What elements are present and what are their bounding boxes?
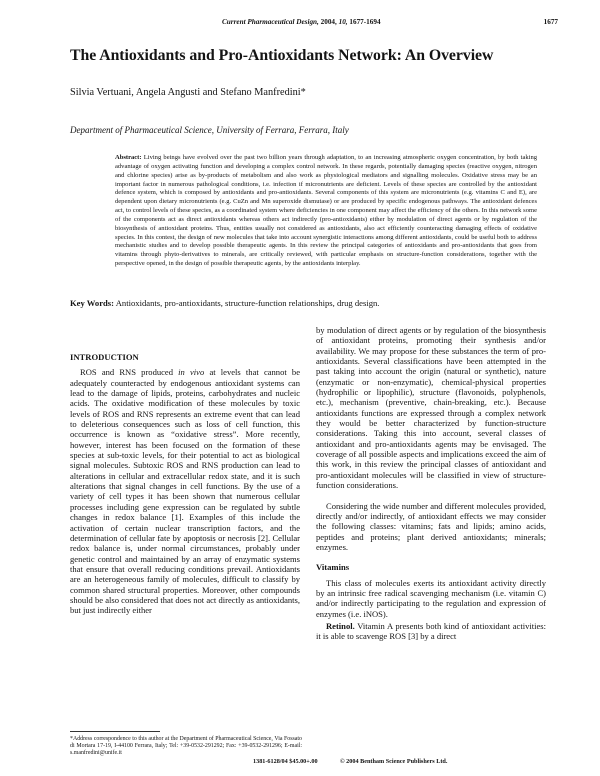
affiliation: Department of Pharmaceutical Science, University of Ferrara, Ferrara, Italy — [70, 125, 349, 135]
introduction-paragraph-continued: by modulation of direct agents or by regulation of the biosynthesis of antioxidant proteins, promoting their synthesis and/or availability. We may propose for these substances the term of pro-antioxidants. Several classifications have been attempted in the past taking into account the origin (natural or synthetic), nature (enzymatic or non-enzymatic), chemical-physical properties (hydrophilic or lipophilic), structure (flavonoids, polyphenols, etc.), mechanism (preventive, chain-breaking, etc.). Because antioxidants functions are expressed through a complex network they would be better characterized by function-structure considerations. Taking this into account, several classes of antioxidant and pro-antioxidants agents may be envisaged. The coverage of all possible aspects and implications exceed the aim of this work, in this review the principal classes of antioxidant and pro-antioxidant molecules will be classified in view of structure-function considerations. — [316, 325, 546, 491]
journal-volume: 10, — [338, 18, 348, 26]
issn-price: 1381-6128/04 $45.00+.00 — [253, 758, 318, 765]
retinol-label: Retinol. — [326, 620, 355, 631]
abstract-label: Abstract: — [115, 154, 142, 161]
article-title: The Antioxidants and Pro-Antioxidants Network: An Overview — [70, 47, 494, 64]
abstract — [115, 154, 537, 269]
retinol-paragraph: Retinol. Vitamin A presents both kind of antioxidant activities: it is able to scavenge ROS [3] by a direct — [316, 620, 546, 642]
keywords — [70, 298, 550, 308]
author-list: Silvia Vertuani, Angela Angusti and Stefano Manfredini* — [70, 87, 306, 98]
vitamins-paragraph: This class of molecules exerts its antioxidant activity directly by an intrinsic free radical scavenging mechanism (i.e. vitamin C) and/or indirectly participating to the regulation and expression of enzymes (i.e. iNOS). — [316, 577, 546, 619]
introduction-paragraph-2: Considering the wide number and different molecules provided, directly and/or indirectly, of antioxidant effects we may consider the following classes: vitamins; fats and lipids; amino acids, peptides and proteins; plant derived antioxidants; minerals; enzymes. — [316, 500, 546, 552]
introduction-paragraph: ROS and RNS produced in vivo at levels that cannot be adequately counteracted by endogenous antioxidant systems can lead to the damage of lipids, proteins, carbohydrates and nucleic acids. The oxidative modification of these molecules by toxic levels of ROS and RNS represents an extreme event that can lead to deleterious consequences such as loss of cell function, this occurrence is known as “oxidative stress”. More recently, however, interest has been focused on the formation of these species at sub-toxic levels, for their potential to act as biological signal molecules. Subtoxic ROS and RNS production can lead to alterations in cellular and extracellular redox state, and it is such alterations that signal changes in cell functions. By the use of a variety of cell types it has been shown that numerous cellular processes including gene expression can be regulated by subtle changes in redox balance [1]. Examples of this include the activation of certain nuclear transcription factors, and the determination of cellular fate by apoptosis or necrosis [2]. Cellular redox balance is, under normal circumstances, probably under genetic control and maintained by an array of enzymatic systems that ensure that overall reducing conditions prevail. Antioxidants are an heterogeneous family of molecules, difficult to classify by common shared structural properties. Moreover, other compounds should be also considered that does not act directly as antioxidants, but just indirectly either — [70, 367, 300, 616]
abstract-text: Living beings have evolved over the past two billion years through adaptation, to an increasing atmospheric oxygen concentration, by both taking advantage of oxygen activating function and developing a complex control network. In these regards, potentially damaging species (reactive oxygen, nitrogen and chlorine species) arise as by-products of metabolism and also work as physiological mediators and signalling molecules. Oxidative stress may be an important factor in numerous pathological conditions, i.e. infection if micronutrients are deficient. Levels of these species are controlled by the antioxidant defence system, which is composed by antioxidants and pro-antioxidants. Several components of this system are micronutrients (e.g. vitamins C and E), are dependent upon dietary micronutrients (e.g. CuZn and Mn superoxide dismutase) or are produced by specific endogenous pathways. The antioxidant defences act, to control levels of these species, as a coordinated system where deficiencies in one component may affect the efficiency of the others. In this network some of the components act as direct antioxidants whereas others act indirectly (pro-antioxidants) either by modulation of direct agents or by regulation of the biosynthesis of antioxidant proteins. Thus, entities usually not considered as antioxidants, also act efficiently counteracting damaging effects of oxidative species. In this contest, the design of new molecules that take into account synergistic interactions among different antioxidants, could be useful both to address mechanistic studies and to develop possible therapeutic agents. In this review the principal categories of antioxidants and pro-antioxidants that goes from vitamins through phyto-derivatives to minerals, are critically reviewed, with particular emphasis on structure-function considerations, together with the perspective opened, in the design of possible therapeutic agents, by the antioxidants interplay. — [115, 154, 537, 268]
keywords-label: Key Words: — [70, 298, 115, 308]
left-column — [70, 352, 300, 616]
vitamins-heading: Vitamins — [316, 562, 350, 573]
journal-year: 2004, — [320, 18, 337, 26]
copyright-notice: © 2004 Bentham Science Publishers Ltd. — [340, 758, 448, 765]
in-vivo-term: in vivo — [178, 367, 205, 378]
journal-pages: 1677-1694 — [349, 18, 381, 26]
keywords-text: Antioxidants, pro-antioxidants, structure-function relationships, drug design. — [115, 298, 380, 308]
introduction-heading: INTRODUCTION — [70, 352, 139, 362]
running-header — [222, 18, 562, 26]
journal-name: Current Pharmaceutical Design, — [222, 18, 319, 26]
page-footer — [253, 758, 553, 765]
footnote-divider — [70, 731, 160, 732]
correspondence-footnote: *Address correspondence to this author at the Department of Pharmaceutical Science, Via Fossato di Mortara 17-19, I-44100 Ferrara, Italy; Tel: +39-0532-291292; Fax: +39-0532-291296; E-mail: s.manfredini@unife.it — [70, 736, 302, 757]
right-column — [316, 325, 546, 642]
page-number: 1677 — [543, 18, 558, 26]
